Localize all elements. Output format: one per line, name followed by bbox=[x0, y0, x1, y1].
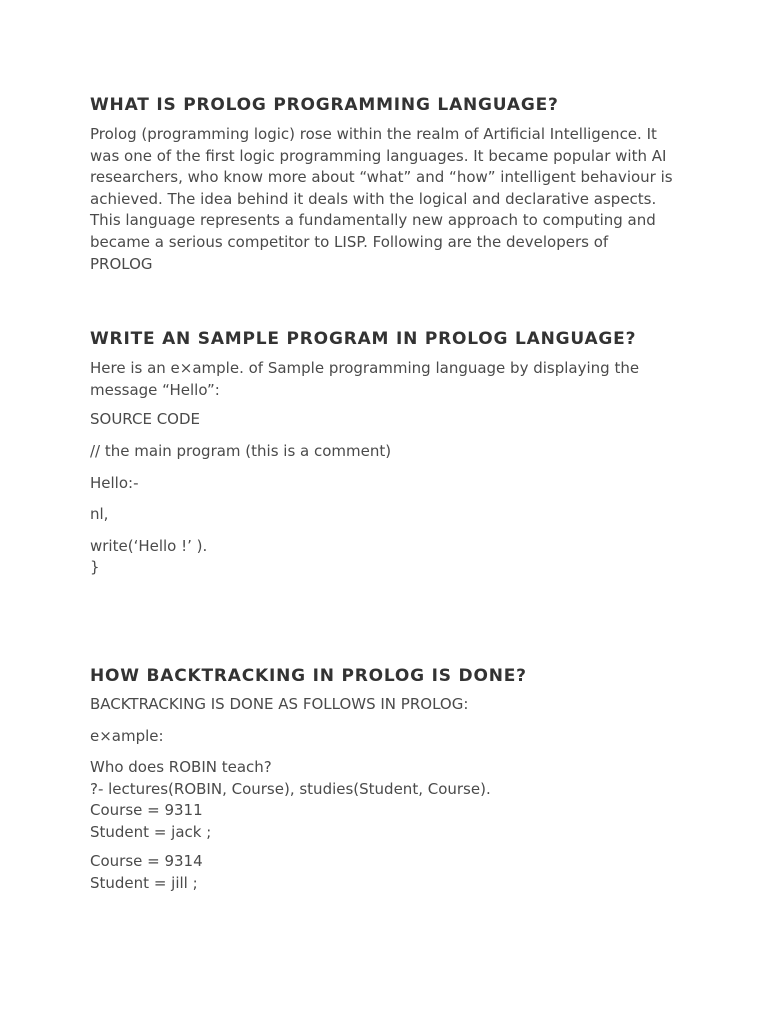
code-line-write: write(‘Hello !’ ). } bbox=[90, 536, 208, 577]
backtracking-query-block: Who does ROBIN teach? ?- lectures(ROBIN, Course), studies(Student, Course). Course = 9311 Student = jack ; bbox=[90, 758, 491, 841]
section-heading-backtracking: HOW BACKTRACKING IN PROLOG IS DONE? bbox=[90, 665, 527, 686]
section-heading-what-is-prolog: WHAT IS PROLOG PROGRAMMING LANGUAGE? bbox=[90, 95, 559, 115]
sample-program-intro: Here is an e×ample. of Sample programming language by displaying the message “Hello”: bbox=[90, 359, 640, 399]
code-comment-line: // the main program (this is a comment) bbox=[90, 441, 392, 460]
section-heading-sample-program: WRITE AN SAMPLE PROGRAM IN PROLOG LANGUAGE? bbox=[90, 329, 637, 350]
backtracking-intro: BACKTRACKING IS DONE AS FOLLOWS IN PROLOG: bbox=[90, 694, 469, 713]
document-content bbox=[90, 93, 690, 895]
code-line-hello: Hello:- bbox=[90, 473, 139, 492]
example-label: e×ample: bbox=[90, 726, 164, 745]
backtracking-result-block: Course = 9314 Student = jill ; bbox=[90, 852, 203, 893]
section-paragraph-prolog-intro: Prolog (programming logic) rose within the realm of Artificial Intelligence. It was one of the first logic programming languages. It became popular with AI researchers, who know more about “what” and “how” intelligent behaviour is achieved. The idea behind it deals with the logical and declarative aspects. This language represents a fundamentally new approach to computing and became a serious competitor to LISP. Following are the developers of PROLOG bbox=[90, 125, 673, 273]
code-line-nl: nl, bbox=[90, 505, 109, 524]
source-code-label: SOURCE CODE bbox=[90, 410, 201, 429]
